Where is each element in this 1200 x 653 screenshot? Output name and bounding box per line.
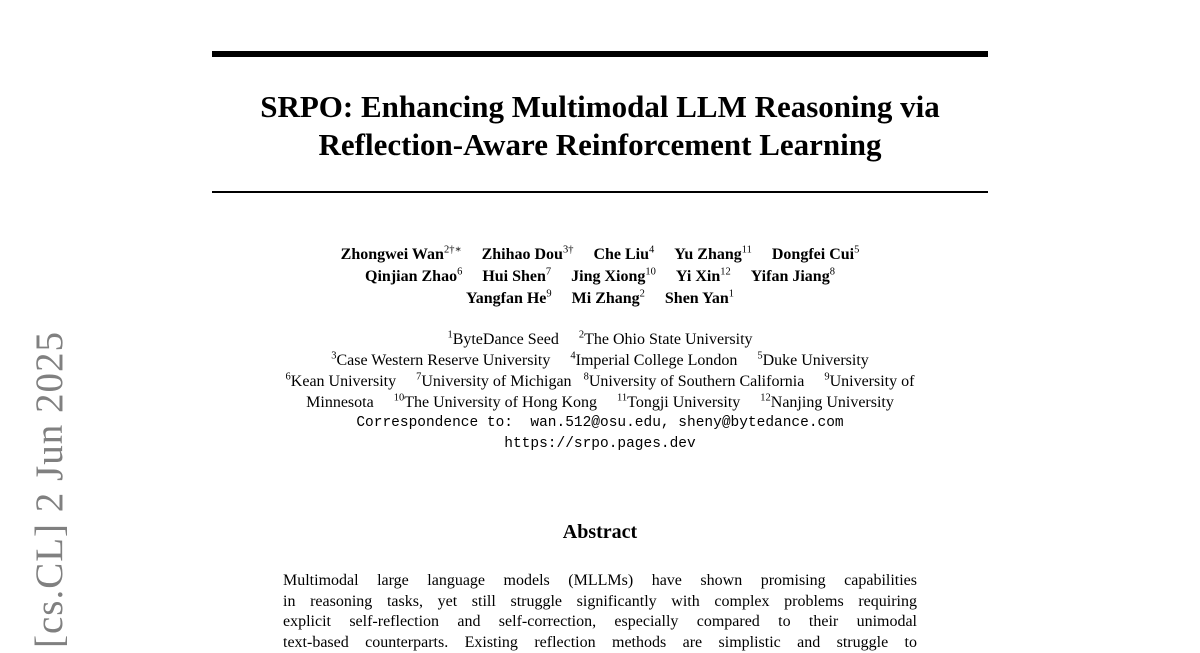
author-line-3: [212, 288, 988, 310]
arxiv-stamp: [cs.CL] 2 Jun 2025: [30, 331, 70, 648]
author: Yi Xin$^{12}$: [676, 268, 731, 285]
title-line-2: Reflection-Aware Reinforcement Learning: [212, 126, 988, 164]
affiliation: $^1$ByteDance Seed: [447, 331, 558, 348]
abstract-body: [283, 571, 917, 653]
author: Qinjian Zhao$^6$: [365, 268, 462, 285]
abstract-line: explicit self-reflection and self-correction, especially compared to their unimodal: [283, 612, 917, 633]
author-list: [212, 244, 988, 310]
correspondence: Correspondence to: wan.512@osu.edu, sheny@bytedance.com: [212, 413, 988, 434]
top-rule: [212, 51, 988, 57]
affiliation: $^8$University of Southern California: [584, 373, 805, 390]
author-line-1: [212, 244, 988, 266]
affiliation: $^9$University of: [824, 373, 914, 390]
affiliation: $^{12}$Nanjing University: [760, 394, 894, 411]
affiliation-line-1: [212, 329, 988, 350]
affiliation-continued: Minnesota: [306, 394, 374, 411]
author: Zhihao Dou$^{3\dagger}$: [482, 246, 574, 263]
author: Hui Shen$^7$: [482, 268, 551, 285]
author-line-2: [212, 266, 988, 288]
abstract-heading: Abstract: [212, 521, 988, 544]
affiliation: $^6$Kean University: [286, 373, 397, 390]
author: Mi Zhang$^2$: [572, 290, 645, 307]
author: Shen Yan$^1$: [665, 290, 734, 307]
affiliation-line-4: [212, 392, 988, 413]
paper-title: [212, 88, 988, 164]
affiliation: $^5$Duke University: [757, 352, 868, 369]
author: Zhongwei Wan$^{2\dagger∗}$: [341, 246, 462, 263]
title-rule: [212, 191, 988, 193]
project-url[interactable]: https://srpo.pages.dev: [212, 434, 988, 455]
author: Yifan Jiang$^8$: [751, 268, 835, 285]
affiliation: $^2$The Ohio State University: [579, 331, 753, 348]
author: Dongfei Cui$^5$: [772, 246, 859, 263]
affiliation: $^7$University of Michigan: [416, 373, 571, 390]
affiliation: $^{11}$Tongji University: [617, 394, 740, 411]
affiliation-line-2: [212, 350, 988, 371]
author: Yangfan He$^9$: [466, 290, 552, 307]
author: Jing Xiong$^{10}$: [571, 268, 656, 285]
author: Yu Zhang$^{11}$: [674, 246, 752, 263]
author: Che Liu$^4$: [593, 246, 654, 263]
affiliation: $^3$Case Western Reserve University: [331, 352, 550, 369]
affiliation-line-3: [172, 371, 1028, 392]
abstract-line: Multimodal large language models (MLLMs) have shown promising capabilities: [283, 571, 917, 592]
affiliation: $^{10}$The University of Hong Kong: [394, 394, 597, 411]
title-line-1: SRPO: Enhancing Multimodal LLM Reasoning via: [212, 88, 988, 126]
abstract-line: text-based counterparts. Existing reflection methods are simplistic and struggle to: [283, 633, 917, 653]
affiliation: $^4$Imperial College London: [570, 352, 737, 369]
affiliation-list: [212, 329, 988, 455]
abstract-line: in reasoning tasks, yet still struggle significantly with complex problems requiring: [283, 592, 917, 613]
